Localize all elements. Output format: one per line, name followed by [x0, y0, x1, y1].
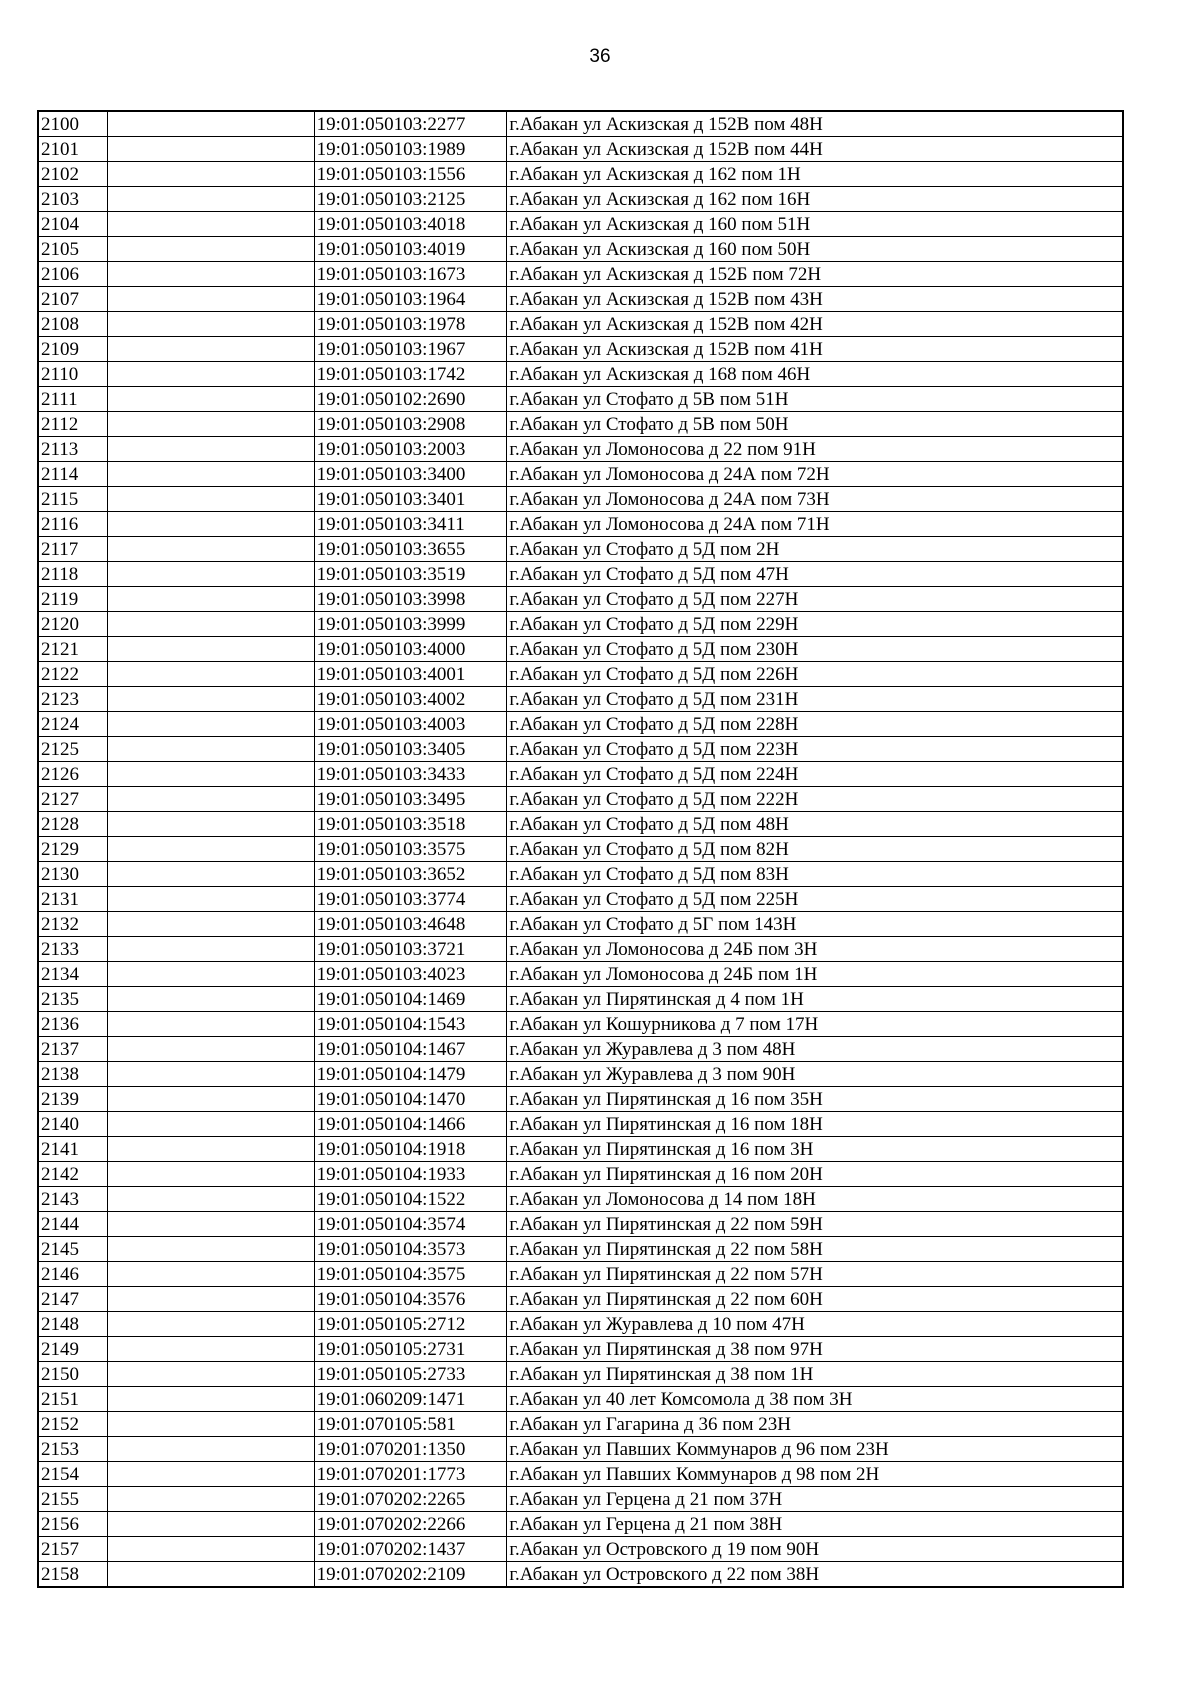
cadastral-number-cell: 19:01:050105:2731	[314, 1337, 507, 1362]
address-cell: г.Абакан ул Аскизская д 160 пом 50Н	[507, 237, 1123, 262]
table-row	[38, 337, 1123, 362]
cadastral-number-cell: 19:01:050103:4019	[314, 237, 507, 262]
address-cell: г.Абакан ул Пирятинская д 16 пом 18Н	[507, 1112, 1123, 1137]
address-cell: г.Абакан ул Пирятинская д 16 пом 20Н	[507, 1162, 1123, 1187]
blank-cell	[108, 887, 314, 912]
blank-cell	[108, 1337, 314, 1362]
row-number-cell: 2156	[38, 1512, 108, 1537]
table-row	[38, 687, 1123, 712]
blank-cell	[108, 1312, 314, 1337]
row-number-cell: 2130	[38, 862, 108, 887]
cadastral-number-cell: 19:01:050103:3998	[314, 587, 507, 612]
address-cell: г.Абакан ул Ломоносова д 24А пом 71Н	[507, 512, 1123, 537]
table-row	[38, 987, 1123, 1012]
row-number-cell: 2127	[38, 787, 108, 812]
cadastral-number-cell: 19:01:050104:3573	[314, 1237, 507, 1262]
address-cell: г.Абакан ул Аскизская д 152В пом 48Н	[507, 111, 1123, 137]
table-row	[38, 111, 1123, 137]
address-cell: г.Абакан ул Стофато д 5Д пом 224Н	[507, 762, 1123, 787]
address-cell: г.Абакан ул Ломоносова д 14 пом 18Н	[507, 1187, 1123, 1212]
table-row	[38, 1487, 1123, 1512]
row-number-cell: 2108	[38, 312, 108, 337]
table-row	[38, 162, 1123, 187]
row-number-cell: 2113	[38, 437, 108, 462]
row-number-cell: 2115	[38, 487, 108, 512]
address-cell: г.Абакан ул Журавлева д 3 пом 48Н	[507, 1037, 1123, 1062]
table-row	[38, 762, 1123, 787]
table-row	[38, 362, 1123, 387]
blank-cell	[108, 1512, 314, 1537]
row-number-cell: 2147	[38, 1287, 108, 1312]
row-number-cell: 2135	[38, 987, 108, 1012]
address-cell: г.Абакан ул Журавлева д 3 пом 90Н	[507, 1062, 1123, 1087]
cadastral-number-cell: 19:01:050103:3652	[314, 862, 507, 887]
cadastral-number-cell: 19:01:050103:3411	[314, 512, 507, 537]
blank-cell	[108, 1487, 314, 1512]
row-number-cell: 2125	[38, 737, 108, 762]
blank-cell	[108, 187, 314, 212]
table-row	[38, 1137, 1123, 1162]
cadastral-number-cell: 19:01:050103:4018	[314, 212, 507, 237]
table-row	[38, 1112, 1123, 1137]
blank-cell	[108, 587, 314, 612]
table-row	[38, 537, 1123, 562]
table-row	[38, 212, 1123, 237]
row-number-cell: 2140	[38, 1112, 108, 1137]
row-number-cell: 2157	[38, 1537, 108, 1562]
row-number-cell: 2136	[38, 1012, 108, 1037]
cadastral-number-cell: 19:01:050103:4023	[314, 962, 507, 987]
cadastral-number-cell: 19:01:070202:2265	[314, 1487, 507, 1512]
address-cell: г.Абакан ул Ломоносова д 24Б пом 3Н	[507, 937, 1123, 962]
table-row	[38, 562, 1123, 587]
cadastral-number-cell: 19:01:050103:3518	[314, 812, 507, 837]
row-number-cell: 2142	[38, 1162, 108, 1187]
table-body	[38, 111, 1123, 1587]
cadastral-number-cell: 19:01:050103:1978	[314, 312, 507, 337]
row-number-cell: 2106	[38, 262, 108, 287]
table-row	[38, 662, 1123, 687]
cadastral-number-cell: 19:01:050103:3405	[314, 737, 507, 762]
cadastral-number-cell: 19:01:050104:1466	[314, 1112, 507, 1137]
blank-cell	[108, 1212, 314, 1237]
blank-cell	[108, 1537, 314, 1562]
cadastral-number-cell: 19:01:050103:1989	[314, 137, 507, 162]
cadastral-number-cell: 19:01:050103:3401	[314, 487, 507, 512]
cadastral-number-cell: 19:01:050103:1673	[314, 262, 507, 287]
address-cell: г.Абакан ул 40 лет Комсомола д 38 пом 3Н	[507, 1387, 1123, 1412]
cadastral-number-cell: 19:01:050103:4001	[314, 662, 507, 687]
address-cell: г.Абакан ул Стофато д 5Д пом 231Н	[507, 687, 1123, 712]
row-number-cell: 2148	[38, 1312, 108, 1337]
cadastral-number-cell: 19:01:050104:1543	[314, 1012, 507, 1037]
blank-cell	[108, 1237, 314, 1262]
cadastral-number-cell: 19:01:050103:3721	[314, 937, 507, 962]
row-number-cell: 2150	[38, 1362, 108, 1387]
table-row	[38, 387, 1123, 412]
address-cell: г.Абакан ул Стофато д 5Г пом 143Н	[507, 912, 1123, 937]
row-number-cell: 2118	[38, 562, 108, 587]
blank-cell	[108, 687, 314, 712]
row-number-cell: 2146	[38, 1262, 108, 1287]
cadastral-number-cell: 19:01:050104:1933	[314, 1162, 507, 1187]
table-row	[38, 1162, 1123, 1187]
blank-cell	[108, 1287, 314, 1312]
address-cell: г.Абакан ул Аскизская д 152В пом 42Н	[507, 312, 1123, 337]
row-number-cell: 2134	[38, 962, 108, 987]
row-number-cell: 2105	[38, 237, 108, 262]
row-number-cell: 2155	[38, 1487, 108, 1512]
row-number-cell: 2158	[38, 1562, 108, 1588]
row-number-cell: 2119	[38, 587, 108, 612]
cadastral-number-cell: 19:01:050103:3774	[314, 887, 507, 912]
blank-cell	[108, 412, 314, 437]
row-number-cell: 2114	[38, 462, 108, 487]
cadastral-number-cell: 19:01:050103:1967	[314, 337, 507, 362]
table-row	[38, 187, 1123, 212]
table-row	[38, 612, 1123, 637]
row-number-cell: 2152	[38, 1412, 108, 1437]
blank-cell	[108, 562, 314, 587]
address-cell: г.Абакан ул Стофато д 5Д пом 227Н	[507, 587, 1123, 612]
blank-cell	[108, 762, 314, 787]
address-cell: г.Абакан ул Аскизская д 162 пом 16Н	[507, 187, 1123, 212]
row-number-cell: 2116	[38, 512, 108, 537]
cadastral-number-cell: 19:01:050105:2712	[314, 1312, 507, 1337]
address-cell: г.Абакан ул Ломоносова д 24А пом 73Н	[507, 487, 1123, 512]
address-cell: г.Абакан ул Журавлева д 10 пом 47Н	[507, 1312, 1123, 1337]
cadastral-number-cell: 19:01:050105:2733	[314, 1362, 507, 1387]
address-cell: г.Абакан ул Кошурникова д 7 пом 17Н	[507, 1012, 1123, 1037]
blank-cell	[108, 712, 314, 737]
cadastral-number-cell: 19:01:050104:3574	[314, 1212, 507, 1237]
address-cell: г.Абакан ул Герцена д 21 пом 37Н	[507, 1487, 1123, 1512]
blank-cell	[108, 787, 314, 812]
table-row	[38, 1212, 1123, 1237]
cadastral-number-cell: 19:01:050103:4000	[314, 637, 507, 662]
address-cell: г.Абакан ул Пирятинская д 38 пом 97Н	[507, 1337, 1123, 1362]
row-number-cell: 2120	[38, 612, 108, 637]
blank-cell	[108, 387, 314, 412]
blank-cell	[108, 937, 314, 962]
address-cell: г.Абакан ул Ломоносова д 24А пом 72Н	[507, 462, 1123, 487]
blank-cell	[108, 287, 314, 312]
row-number-cell: 2131	[38, 887, 108, 912]
address-cell: г.Абакан ул Аскизская д 152В пом 41Н	[507, 337, 1123, 362]
row-number-cell: 2132	[38, 912, 108, 937]
table-row	[38, 637, 1123, 662]
table-row	[38, 1462, 1123, 1487]
cadastral-number-cell: 19:01:050103:2003	[314, 437, 507, 462]
row-number-cell: 2117	[38, 537, 108, 562]
cadastral-number-cell: 19:01:070202:2266	[314, 1512, 507, 1537]
cadastral-number-cell: 19:01:050104:3576	[314, 1287, 507, 1312]
blank-cell	[108, 1362, 314, 1387]
row-number-cell: 2149	[38, 1337, 108, 1362]
row-number-cell: 2128	[38, 812, 108, 837]
blank-cell	[108, 987, 314, 1012]
address-cell: г.Абакан ул Стофато д 5Д пом 226Н	[507, 662, 1123, 687]
row-number-cell: 2102	[38, 162, 108, 187]
cadastral-number-cell: 19:01:050104:1479	[314, 1062, 507, 1087]
cadastral-number-cell: 19:01:050103:1964	[314, 287, 507, 312]
blank-cell	[108, 962, 314, 987]
blank-cell	[108, 487, 314, 512]
table-row	[38, 137, 1123, 162]
table-row	[38, 487, 1123, 512]
table-row	[38, 1012, 1123, 1037]
cadastral-number-cell: 19:01:050103:3495	[314, 787, 507, 812]
address-cell: г.Абакан ул Пирятинская д 16 пом 35Н	[507, 1087, 1123, 1112]
cadastral-number-cell: 19:01:050103:2125	[314, 187, 507, 212]
row-number-cell: 2129	[38, 837, 108, 862]
address-cell: г.Абакан ул Герцена д 21 пом 38Н	[507, 1512, 1123, 1537]
table-row	[38, 1537, 1123, 1562]
blank-cell	[108, 537, 314, 562]
blank-cell	[108, 137, 314, 162]
row-number-cell: 2126	[38, 762, 108, 787]
row-number-cell: 2107	[38, 287, 108, 312]
blank-cell	[108, 212, 314, 237]
blank-cell	[108, 1437, 314, 1462]
cadastral-number-cell: 19:01:050104:1467	[314, 1037, 507, 1062]
cadastral-number-cell: 19:01:050104:1522	[314, 1187, 507, 1212]
row-number-cell: 2103	[38, 187, 108, 212]
page-number: 36	[589, 46, 611, 67]
table-row	[38, 1387, 1123, 1412]
table-row	[38, 1362, 1123, 1387]
address-cell: г.Абакан ул Аскизская д 152Б пом 72Н	[507, 262, 1123, 287]
address-cell: г.Абакан ул Стофато д 5Д пом 48Н	[507, 812, 1123, 837]
address-cell: г.Абакан ул Пирятинская д 22 пом 60Н	[507, 1287, 1123, 1312]
address-cell: г.Абакан ул Стофато д 5Д пом 230Н	[507, 637, 1123, 662]
table-row	[38, 912, 1123, 937]
blank-cell	[108, 837, 314, 862]
blank-cell	[108, 1187, 314, 1212]
row-number-cell: 2121	[38, 637, 108, 662]
table-row	[38, 262, 1123, 287]
table-row	[38, 312, 1123, 337]
row-number-cell: 2123	[38, 687, 108, 712]
table-row	[38, 837, 1123, 862]
cadastral-number-cell: 19:01:070202:2109	[314, 1562, 507, 1588]
cadastral-number-cell: 19:01:050103:3575	[314, 837, 507, 862]
row-number-cell: 2101	[38, 137, 108, 162]
table-row	[38, 1237, 1123, 1262]
address-cell: г.Абакан ул Стофато д 5Д пом 82Н	[507, 837, 1123, 862]
table-row	[38, 462, 1123, 487]
address-cell: г.Абакан ул Павших Коммунаров д 96 пом 23Н	[507, 1437, 1123, 1462]
blank-cell	[108, 862, 314, 887]
blank-cell	[108, 1262, 314, 1287]
table-row	[38, 1087, 1123, 1112]
address-cell: г.Абакан ул Пирятинская д 22 пом 57Н	[507, 1262, 1123, 1287]
table-row	[38, 737, 1123, 762]
row-number-cell: 2145	[38, 1237, 108, 1262]
cadastral-number-cell: 19:01:050103:4002	[314, 687, 507, 712]
table-row	[38, 962, 1123, 987]
cadastral-number-cell: 19:01:070202:1437	[314, 1537, 507, 1562]
cadastral-number-cell: 19:01:050103:1742	[314, 362, 507, 387]
blank-cell	[108, 1412, 314, 1437]
table-row	[38, 287, 1123, 312]
address-cell: г.Абакан ул Пирятинская д 4 пом 1Н	[507, 987, 1123, 1012]
address-cell: г.Абакан ул Стофато д 5Д пом 229Н	[507, 612, 1123, 637]
address-cell: г.Абакан ул Павших Коммунаров д 98 пом 2Н	[507, 1462, 1123, 1487]
cadastral-number-cell: 19:01:050103:3999	[314, 612, 507, 637]
cadastral-number-cell: 19:01:070201:1773	[314, 1462, 507, 1487]
table-row	[38, 1187, 1123, 1212]
blank-cell	[108, 1112, 314, 1137]
row-number-cell: 2110	[38, 362, 108, 387]
cadastral-number-cell: 19:01:050103:3655	[314, 537, 507, 562]
blank-cell	[108, 1087, 314, 1112]
table-row	[38, 237, 1123, 262]
row-number-cell: 2104	[38, 212, 108, 237]
blank-cell	[108, 1137, 314, 1162]
address-cell: г.Абакан ул Аскизская д 152В пом 44Н	[507, 137, 1123, 162]
row-number-cell: 2153	[38, 1437, 108, 1462]
table-row	[38, 1287, 1123, 1312]
row-number-cell: 2154	[38, 1462, 108, 1487]
cadastral-number-cell: 19:01:050103:3519	[314, 562, 507, 587]
table-row	[38, 1512, 1123, 1537]
blank-cell	[108, 337, 314, 362]
table-row	[38, 712, 1123, 737]
row-number-cell: 2109	[38, 337, 108, 362]
blank-cell	[108, 262, 314, 287]
row-number-cell: 2112	[38, 412, 108, 437]
blank-cell	[108, 237, 314, 262]
cadastral-number-cell: 19:01:050103:3433	[314, 762, 507, 787]
row-number-cell: 2139	[38, 1087, 108, 1112]
row-number-cell: 2137	[38, 1037, 108, 1062]
table-row	[38, 787, 1123, 812]
address-cell: г.Абакан ул Аскизская д 160 пом 51Н	[507, 212, 1123, 237]
table-row	[38, 1262, 1123, 1287]
blank-cell	[108, 512, 314, 537]
blank-cell	[108, 1462, 314, 1487]
blank-cell	[108, 462, 314, 487]
table-row	[38, 587, 1123, 612]
table-row	[38, 1062, 1123, 1087]
address-cell: г.Абакан ул Ломоносова д 24Б пом 1Н	[507, 962, 1123, 987]
address-cell: г.Абакан ул Аскизская д 162 пом 1Н	[507, 162, 1123, 187]
blank-cell	[108, 1162, 314, 1187]
row-number-cell: 2138	[38, 1062, 108, 1087]
row-number-cell: 2111	[38, 387, 108, 412]
table-row	[38, 1037, 1123, 1062]
row-number-cell: 2144	[38, 1212, 108, 1237]
table-row	[38, 1437, 1123, 1462]
address-cell: г.Абакан ул Пирятинская д 38 пом 1Н	[507, 1362, 1123, 1387]
registry-table	[37, 110, 1124, 1588]
table-row	[38, 887, 1123, 912]
table-row	[38, 1412, 1123, 1437]
address-cell: г.Абакан ул Пирятинская д 16 пом 3Н	[507, 1137, 1123, 1162]
cadastral-number-cell: 19:01:050103:4648	[314, 912, 507, 937]
row-number-cell: 2100	[38, 111, 108, 137]
cadastral-number-cell: 19:01:050104:1469	[314, 987, 507, 1012]
row-number-cell: 2141	[38, 1137, 108, 1162]
cadastral-number-cell: 19:01:050104:3575	[314, 1262, 507, 1287]
blank-cell	[108, 662, 314, 687]
blank-cell	[108, 812, 314, 837]
cadastral-number-cell: 19:01:050104:1470	[314, 1087, 507, 1112]
blank-cell	[108, 1387, 314, 1412]
address-cell: г.Абакан ул Стофато д 5В пом 50Н	[507, 412, 1123, 437]
table-row	[38, 412, 1123, 437]
table-row	[38, 937, 1123, 962]
cadastral-number-cell: 19:01:050103:1556	[314, 162, 507, 187]
address-cell: г.Абакан ул Стофато д 5Д пом 83Н	[507, 862, 1123, 887]
row-number-cell: 2122	[38, 662, 108, 687]
cadastral-number-cell: 19:01:070105:581	[314, 1412, 507, 1437]
address-cell: г.Абакан ул Стофато д 5Д пом 225Н	[507, 887, 1123, 912]
row-number-cell: 2143	[38, 1187, 108, 1212]
cadastral-number-cell: 19:01:050103:3400	[314, 462, 507, 487]
cadastral-number-cell: 19:01:070201:1350	[314, 1437, 507, 1462]
cadastral-number-cell: 19:01:050103:2908	[314, 412, 507, 437]
blank-cell	[108, 1562, 314, 1588]
blank-cell	[108, 111, 314, 137]
table-row	[38, 1562, 1123, 1588]
blank-cell	[108, 637, 314, 662]
address-cell: г.Абакан ул Стофато д 5В пом 51Н	[507, 387, 1123, 412]
address-cell: г.Абакан ул Стофато д 5Д пом 222Н	[507, 787, 1123, 812]
blank-cell	[108, 312, 314, 337]
address-cell: г.Абакан ул Стофато д 5Д пом 223Н	[507, 737, 1123, 762]
table-row	[38, 812, 1123, 837]
address-cell: г.Абакан ул Ломоносова д 22 пом 91Н	[507, 437, 1123, 462]
address-cell: г.Абакан ул Островского д 19 пом 90Н	[507, 1537, 1123, 1562]
blank-cell	[108, 912, 314, 937]
table-row	[38, 437, 1123, 462]
blank-cell	[108, 362, 314, 387]
cadastral-number-cell: 19:01:050103:2277	[314, 111, 507, 137]
row-number-cell: 2133	[38, 937, 108, 962]
address-cell: г.Абакан ул Пирятинская д 22 пом 59Н	[507, 1212, 1123, 1237]
blank-cell	[108, 737, 314, 762]
address-cell: г.Абакан ул Аскизская д 168 пом 46Н	[507, 362, 1123, 387]
table-row	[38, 1312, 1123, 1337]
address-cell: г.Абакан ул Пирятинская д 22 пом 58Н	[507, 1237, 1123, 1262]
blank-cell	[108, 162, 314, 187]
blank-cell	[108, 1062, 314, 1087]
cadastral-number-cell: 19:01:050104:1918	[314, 1137, 507, 1162]
address-cell: г.Абакан ул Гагарина д 36 пом 23Н	[507, 1412, 1123, 1437]
blank-cell	[108, 612, 314, 637]
blank-cell	[108, 1012, 314, 1037]
cadastral-number-cell: 19:01:060209:1471	[314, 1387, 507, 1412]
cadastral-number-cell: 19:01:050102:2690	[314, 387, 507, 412]
address-cell: г.Абакан ул Аскизская д 152В пом 43Н	[507, 287, 1123, 312]
address-cell: г.Абакан ул Стофато д 5Д пом 2Н	[507, 537, 1123, 562]
table-row	[38, 1337, 1123, 1362]
row-number-cell: 2124	[38, 712, 108, 737]
address-cell: г.Абакан ул Стофато д 5Д пом 47Н	[507, 562, 1123, 587]
address-cell: г.Абакан ул Стофато д 5Д пом 228Н	[507, 712, 1123, 737]
row-number-cell: 2151	[38, 1387, 108, 1412]
table-row	[38, 862, 1123, 887]
blank-cell	[108, 1037, 314, 1062]
blank-cell	[108, 437, 314, 462]
table-row	[38, 512, 1123, 537]
address-cell: г.Абакан ул Островского д 22 пом 38Н	[507, 1562, 1123, 1588]
cadastral-number-cell: 19:01:050103:4003	[314, 712, 507, 737]
